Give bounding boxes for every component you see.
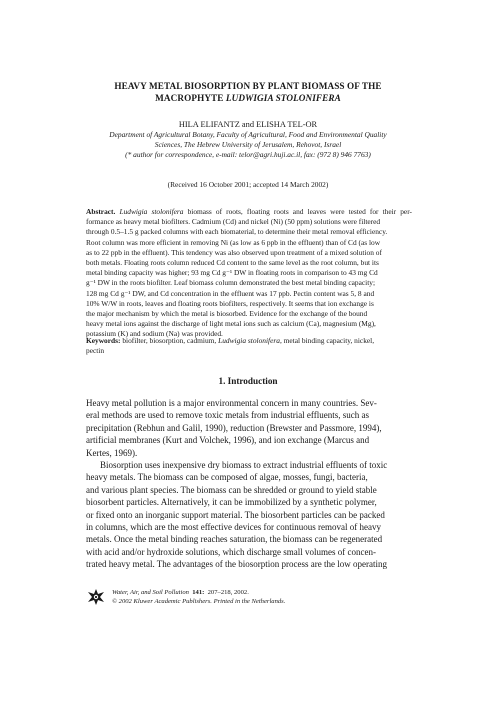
- authors: HILA ELIFANTZ and ELISHA TEL-OR: [178, 120, 318, 129]
- abstract-line: Root column was more efficient in removing Ni (as low as 6 ppb in the effluent) than of Cd (as low: [86, 237, 381, 247]
- journal-name: Water, Air, and Soil Pollution: [112, 589, 189, 596]
- title-line-2: [80, 92, 416, 104]
- keywords: [86, 336, 412, 356]
- body-line: Biosorption uses inexpensive dry biomass to extract industrial effluents of toxic: [100, 460, 388, 471]
- body-line: artificial membranes (Kurt and Volchek, 1996), and ion exchange (Marcus and: [86, 435, 370, 446]
- journal-volume: 141:: [192, 589, 205, 596]
- abstract-line: the major mechanism by which the metal is biosorbed. Evidence for the exchange of the bound: [86, 309, 368, 319]
- title-line-1: HEAVY METAL BIOSORPTION BY PLANT BIOMASS OF THE: [114, 81, 382, 91]
- abstract-line: formance as heavy metal biofilters. Cadmium (Cd) and nickel (Ni) (50 ppm) solutions were filtered: [86, 217, 381, 227]
- body-line: Heavy metal pollution is a major environmental concern in many countries. Sev-: [86, 398, 377, 408]
- abstract-line: g⁻¹ DW in the roots biofilter. Leaf biomass column demonstrated the best metal binding capacity;: [86, 278, 376, 288]
- footer-copyright: © 2002 Kluwer Academic Publishers. Printed in the Netherlands.: [112, 598, 286, 606]
- abstract-line: 10% W/W in roots, leaves and floating roots biofilters, respectively. It seems that ion exchange is: [86, 298, 374, 308]
- abstract-line: metal binding capacity was higher; 93 mg Cd g⁻¹ DW in floating roots in comparison to 43 mg Cd: [86, 268, 378, 278]
- keywords-line: pectin: [86, 346, 105, 356]
- abstract-line: as to 22 ppb in the effluent). This tendency was also observed upon treatment of a mixed solution of: [86, 247, 382, 257]
- keywords-text-after: , metal binding capacity, nickel,: [279, 336, 375, 345]
- body-line: Kertes, 1969).: [86, 447, 138, 458]
- abstract-line: both metals. Floating roots column reduced Cd content to the same level as the root column, but its: [86, 258, 379, 268]
- abstract-line: 128 mg Cd g⁻¹ DW, and Cd concentration in the effluent was 17 ppb. Pectin content was 5, 8 and: [86, 288, 375, 298]
- footer-citation: [112, 588, 285, 597]
- body-line: eral methods are used to remove toxic metals from industrial effluents, such as: [86, 410, 370, 421]
- journal-pages: 207–218, 2002.: [207, 589, 249, 596]
- title-line-2-prefix: MACROPHYTE: [155, 93, 226, 103]
- abstract-species: Ludwigia stolonifera: [119, 207, 184, 216]
- abstract-label: Abstract.: [86, 207, 116, 216]
- body-line: precipitation (Rebhun and Galil, 1990), reduction (Brewster and Passmore, 1994),: [86, 422, 382, 433]
- affiliation-line-1: Department of Agricultural Botany, Faculty of Agricultural, Food and Environmental Quality: [109, 130, 387, 139]
- section-heading-introduction: 1. Introduction: [218, 376, 278, 386]
- publisher-logo-svg: [86, 587, 106, 607]
- keywords-text-before: biofilter, biosorption, cadmium,: [120, 336, 219, 345]
- body-line: trated heavy metal. The advantages of the biosorption process are the low operating: [86, 559, 387, 570]
- body-text: [86, 397, 412, 571]
- abstract-line: through 0.5–1.5 g packed columns with each biomaterial, to determine their metal removal efficiency.: [86, 227, 388, 237]
- abstract: [86, 207, 412, 340]
- body-line: in columns, which are the most effective devices for continuous removal of heavy: [86, 522, 381, 533]
- abstract-line-1-text: biomass of roots, floating roots and leaves were tested for their per-: [183, 207, 412, 216]
- body-line: with acid and/or hydroxide solutions, which discharge small volumes of concen-: [86, 546, 377, 557]
- body-line: heavy metals. The biomass can be composed of algae, mosses, fungi, bacteria,: [86, 472, 368, 483]
- footer-text: [112, 588, 285, 606]
- affiliation-line-3: (* author for correspondence, e-mail: telor@agri.huji.ac.il, fax: (972 8) 946 7763): [125, 150, 371, 160]
- keywords-species: Ludwigia stolonifera: [218, 336, 280, 345]
- abstract-line: [86, 207, 412, 217]
- body-line: biosorbent particles. Alternatively, it can be immobilized by a synthetic polymer,: [86, 497, 377, 508]
- affiliation: [98, 130, 398, 161]
- paper-title: [80, 80, 416, 104]
- title-species: LUDWIGIA STOLONIFERA: [225, 93, 341, 103]
- body-line: metals. Once the metal binding reaches saturation, the biomass can be regenerated: [86, 534, 383, 545]
- received-dates: (Received 16 October 2001; accepted 14 March 2002): [167, 180, 329, 189]
- publisher-logo-icon: [86, 587, 106, 607]
- keywords-line: [86, 336, 412, 346]
- affiliation-line-2: Sciences, The Hebrew University of Jerusalem, Rehovot, Israel: [154, 140, 342, 150]
- journal-footer: [86, 587, 416, 611]
- body-line: or fixed onto an inorganic support material. The biosorbent particles can be packed: [86, 509, 385, 520]
- keywords-label: Keywords:: [86, 336, 121, 345]
- body-line: and various plant species. The biomass can be shredded or ground to yield stable: [86, 484, 377, 495]
- abstract-line: potassium (K) and sodium (Na) was provided.: [86, 329, 223, 339]
- abstract-line: heavy metal ions against the discharge of light metal ions such as calcium (Ca), magnesium (Mg),: [86, 319, 376, 329]
